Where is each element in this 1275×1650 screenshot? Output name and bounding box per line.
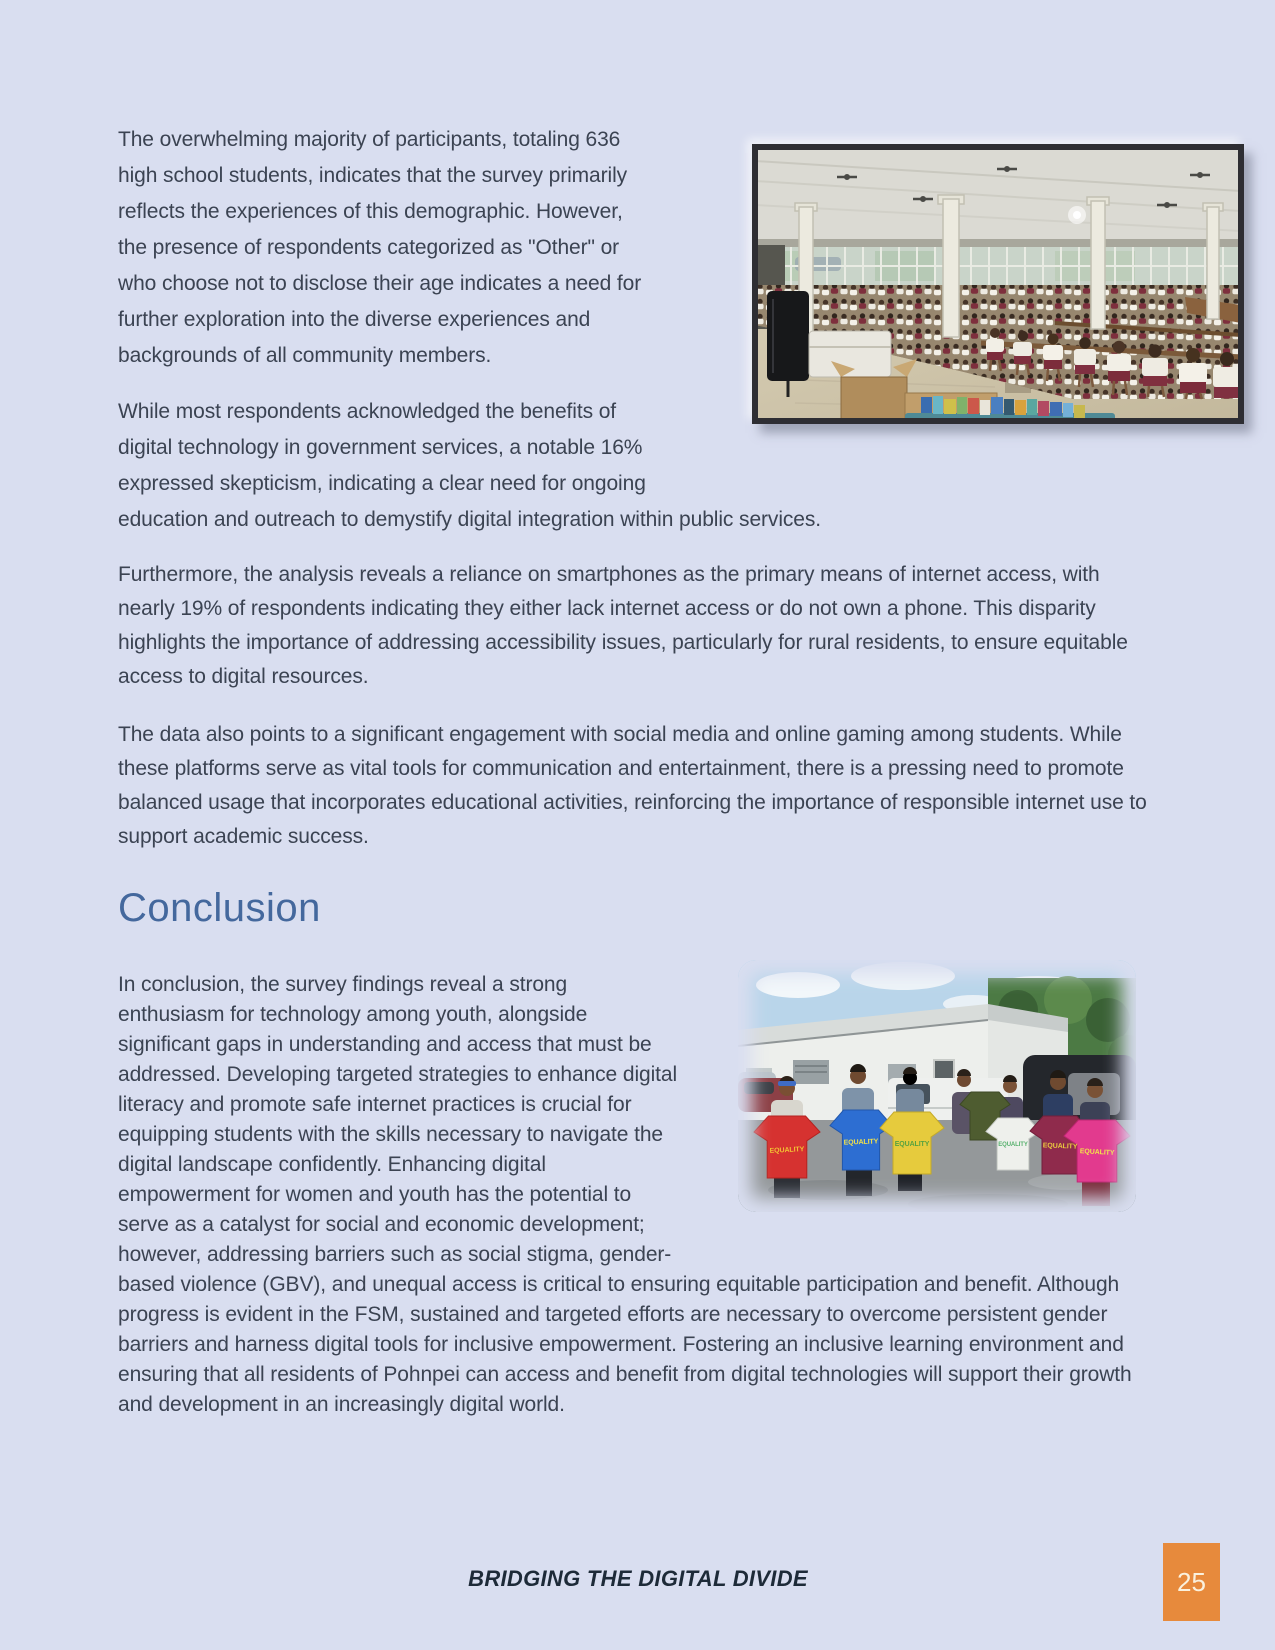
page-content bbox=[118, 122, 1158, 1420]
conclusion-heading: Conclusion bbox=[118, 886, 321, 930]
paragraph-social-media: The data also points to a significant engagement with social media and online gaming among students. While these platforms serve as vital tools for communication and entertainment, there is a pressing need to promote balanced usage that incorporates educational activities, reinforcing the importance of responsible internet use to support academic success. bbox=[118, 723, 1147, 848]
conclusion-text: In conclusion, the survey findings reveal a strong enthusiasm for technology among youth, alongside significant gaps in understanding and access that must be addressed. Developing targeted strategies to enhance digital literacy and promote safe internet practices is crucial for equipping students with the skills necessary to navigate the digital landscape confidently. Enhancing digital empowerment for women and youth has the potential to serve as a catalyst for social and economic development; however, addressing barriers such as social stigma, gender-based violence (GBV), and unequal access is critical to ensuring equitable participation and benefit. Although progress is evident in the FSM, sustained and targeted efforts are necessary to overcome persistent gender barriers and harness digital tools for inclusive empowerment. Fostering an inclusive learning environment and ensuring that all residents of Pohnpei can access and benefit from digital technologies will support their growth and development in an increasingly digital world. bbox=[118, 973, 1132, 1416]
shirt-text-magenta: EQUALITY bbox=[1079, 1148, 1115, 1157]
shirt-text-yellow: EQUALITY bbox=[894, 1141, 930, 1148]
shirt-text-red: EQUALITY bbox=[769, 1146, 805, 1155]
photo-equality-tshirts-art bbox=[738, 960, 1136, 1212]
footer-title: BRIDGING THE DIGITAL DIVIDE bbox=[468, 1566, 808, 1591]
paragraph-smartphones: Furthermore, the analysis reveals a reliance on smartphones as the primary means of internet access, with nearly 19% of respondents indicating they either lack internet access or do not own a phone. This disparity highlights the importance of addressing accessibility issues, particularly for rural residents, to ensure equitable access to digital resources. bbox=[118, 563, 1128, 688]
shirt-text-maroon: EQUALITY bbox=[1042, 1142, 1078, 1151]
page-number: 25 bbox=[1177, 1566, 1206, 1597]
paragraph-conclusion bbox=[118, 970, 1158, 1420]
photo-student-assembly bbox=[752, 144, 1244, 424]
paragraph-skepticism: While most respondents acknowledged the benefits of digital technology in government services, a notable 16% expressed skepticism, indicating a clear need for ongoing education and outreach to demystify digital integration within public services. bbox=[118, 400, 821, 531]
page-number-badge bbox=[1163, 1543, 1220, 1621]
hall-light bbox=[1068, 206, 1086, 224]
hall-ceiling bbox=[755, 147, 1241, 248]
shirt-text-blue: EQUALITY bbox=[843, 1138, 879, 1147]
photo-equality-tshirts bbox=[738, 960, 1136, 1212]
shirt-text-white: EQUALITY bbox=[998, 1142, 1028, 1148]
photo-student-assembly-art bbox=[755, 147, 1241, 421]
paragraph-participants: The overwhelming majority of participants, totaling 636 high school students, indicates that the survey primarily reflects the experiences of this demographic. However, the presence of respondents categorized as "Other" or who choose not to disclose their age indicates a need for further exploration into the diverse experiences and backgrounds of all community members. bbox=[118, 128, 642, 367]
hall-windows bbox=[755, 247, 1241, 285]
